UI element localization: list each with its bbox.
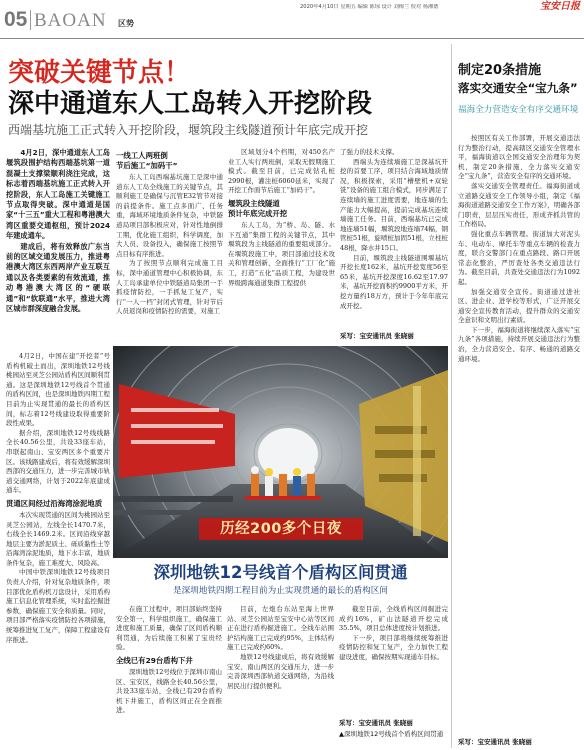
lead-paragraph: 4月2日，深中通道东人工岛堰筑段围护结构西端基坑第一道混凝土支撑梁顺利浇注完成，这标志着西端基坑施工正式转入开挖阶段，东人工岛施工关键施工节点取得突破。深中通道是国家“十三五”重大工程和粤港澳大湾区重要交通枢纽，预计2024年建成通车。 <box>6 148 110 241</box>
lead-credit: 采写：宝安通讯员 张晓丽 <box>340 332 414 340</box>
lead-kicker: 突破关键节点！ <box>8 58 191 88</box>
body-paragraph: 目前，左炮台东站至海上世界站、灵芝公园站至宝安中心站等区间正在进行盾构掘进施工。全线车站围护结构施工已完成约95%，主体结构施工已完成约60%。 <box>227 605 334 652</box>
body-paragraph: 截至目前，全线盾构区间掘进完成约16%，矿山法隧道开挖完成35.5%，项目总体进度按计划推进。 <box>339 605 448 633</box>
body-paragraph: 为了按照节点顺利完成施工目标，深中通道管理中心积极协调，东人工岛承建单位中铁隧道局集团一手抓疫情防控，一手抓复工复产，实行“一人一档”封闭式管理，针对节后人员返岗和疫情防控的需要，对施工 <box>116 259 223 316</box>
metro-subtitle: 是深圳地铁四期工程目前为止实现贯通的最长的盾构区间 <box>173 586 388 596</box>
metro-credit: 采写：宝安通讯员 张晓丽 <box>339 719 413 727</box>
body-paragraph: 强化重点车辆管理。街道加大对泥头车、电动车、摩托车等重点车辆的检查力度，联合交警部门在重点路段、路口开展常态化整治，严厉查处各类交通违法行为。截至目前，共查处交通违法行为1092起。 <box>458 229 580 286</box>
body-paragraph: 下一步，项目部将继续统筹推进疫情防控和复工复产，全力加快工程建设进度，确保按期实现通车目标。 <box>339 633 448 661</box>
metro-photo-note: ▲深圳地铁12号线首个盾构区间贯通 <box>339 730 444 738</box>
photo-caption-band: 历经200多个日夜 <box>199 518 363 540</box>
lead-column-4 <box>340 148 448 330</box>
metro-left-column <box>6 352 110 748</box>
lead-subtitle: 西端基坑施工正式转入开挖阶段，堰筑段主线隧道预计年底完成开挖 <box>8 123 369 137</box>
subhead-line: 堰筑段主线隧道 <box>228 198 280 208</box>
body-paragraph: 地铁12号线建成后，将有效缓解宝安、南山两区的交通压力，进一步完善深圳西部轨道交通网络，为沿线居民出行提供便利。 <box>227 652 334 690</box>
body-paragraph: 在施工过程中，项目部始终坚持安全第一，科学组织施工，确保施工进度和施工质量，确保了区间盾构顺利贯通，为后续施工积累了宝贵经验。 <box>116 605 222 652</box>
metro-bottom-column-2 <box>227 605 334 748</box>
sidebar-credit: 采写：宝安通讯员 张晓丽 <box>458 738 532 746</box>
body-paragraph: 目前，堰筑段主线隧道围堰基坑开挖长度162米，基坑开挖宽度56至65米，基坑开挖深度16.62至17.97米，基坑开挖面积约9900平方米，开挖方量约18万方，预计于今年年底完成开挖。 <box>340 253 448 310</box>
body-paragraph: 加强交通安全宣传。街道通过进社区、进企业、进学校等形式，广泛开展交通安全宣传教育活动，提升群众的交通安全意识和文明出行素质。 <box>458 287 580 325</box>
sidebar-subheading: 福海全力营造安全有序交通环境 <box>458 105 579 115</box>
body-paragraph: 本次实现贯通的区间为桃园站至灵芝公园站，左线全长1470.7米，右线全长1469.2米。区间沿线穿越地层主要为淤泥质土、砾质黏性土等沿海湾涂泥地质，地下水丰富，地质条件复杂，施工难度大、风险高。 <box>6 510 110 567</box>
header-rule <box>0 38 584 39</box>
lead-paragraph: 建成后，将有效释放广东当前的区域交通发展压力，推进粤港澳大湾区东西两岸产业互联互通以及各类要素的有效流通，推动粤港澳大湾区的“硬联通”和“软联通”水平，推进大湾区城市群深度融合发展。 <box>6 241 110 314</box>
body-paragraph: 西端头为连续墙施工是深基坑开挖的首要工序，项目结合海域地质情况，积极探索，采用“槽壁机+双轮铣”设备的施工组合模式，同步满足了连续墙的施工进度需要，地连墙的生产能力大幅提高，提前完成基坑连续墙施工任务。目前，西端基坑已完成地连墙51幅，堰筑段地连墙74幅，钢管桩51根，旋喷桩加固51根，立柱桩48根，降水井15口。 <box>340 157 448 252</box>
section-subhead: 贯通区间经过沿海湾涂泥地质 <box>6 498 103 508</box>
body-paragraph: 东人工岛西端基坑施工是深中通道东人工岛全线施工的关键节点，其顺利施工是确保与沉管E32管节对接的前提条件。施工点多面广、任务重，海域环境地质条件复杂，中铁隧道局项目部积极应对，针对性地倒排工期，优化施工组织，科学调度，加大人员、设备投入，确保施工按照节点目标有序推进。 <box>116 173 223 258</box>
sidebar-divider <box>451 44 452 748</box>
tunnel-photo <box>113 346 448 558</box>
body-paragraph: 中国中铁深圳地铁12号线项目负责人介绍，针对复杂地质条件，项目部优化盾构机刀盘设计，采用盾构施工信息化管理系统，实时监控掘进参数，确保施工安全和质量。同时，项目部严格落实疫情防控各项措施，统筹推进复工复产，保障工程建设有序推进。 <box>6 568 110 644</box>
metro-bottom-column-3 <box>339 605 448 715</box>
body-paragraph: 了强力的技术支撑。 <box>340 148 399 156</box>
issue-meta: 2020年4月10日 星期五 编辑 陈琼 设计 刘梅兰 校对 杨湘德 <box>300 4 439 10</box>
metro-headline: 深圳地铁12号线首个盾构区间贯通 <box>153 563 408 582</box>
lead-intro-column <box>6 148 110 340</box>
lead-headline: 深中通道东人工岛转入开挖阶段 <box>8 89 373 119</box>
sidebar-heading-line-2: 落实交通安全“宝九条” <box>458 81 578 95</box>
body-paragraph: 区域划分4个档期，对450名产业工人实行两班倒，采取无假期施工模式。截至目前，已完成钻孔桩2990根，灌注桩6060延米，实现了开挖工作面节后施工“加码干”。 <box>228 148 335 195</box>
lead-column-2 <box>116 148 223 341</box>
page-number: 05 <box>4 8 28 31</box>
sidebar-body <box>458 134 580 734</box>
body-paragraph: 东人工岛，为“桥、岛、隧、水下互通”集群工程的关键节点，其中堰筑段为主线隧道的重要组成部分。在堰筑段施工中，项目部通过技术攻关和管理创新，全面推行“工厂化”施工，打造“五化”品质工程，为建设世界级跨海通道集群工程提供 <box>228 220 335 287</box>
body-paragraph: 下一步，福海街道将继续深入落实“宝九条”各项措施，持续开展交通违法行为整治，全力营造安全、有序、畅通的道路交通环境。 <box>458 325 580 363</box>
section-name-cn: 区势 <box>118 19 134 28</box>
lead-column-3 <box>228 148 335 341</box>
body-paragraph: 4月2日，中国在建“开挖者”号盾构机破土而出，深圳地铁12号线桃园站至灵芝公园站盾构区间顺利贯通。这是深圳地铁12号线首个贯通的盾构区间，也是深圳地铁四期工程目前为止实现贯通的最长的盾构区间，标志着12号线建设取得重要阶段性成果。 <box>6 352 110 428</box>
metro-bottom-column-1 <box>116 605 222 748</box>
section-subhead <box>116 151 223 171</box>
body-paragraph: 落实交通安全管理责任。福海街道成立道路交通安全工作领导小组，制定《福海街道道路交通安全工作方案》，明确各部门职责，层层压实责任，形成齐抓共管的工作格局。 <box>458 181 580 229</box>
header-divider <box>30 10 31 30</box>
workers-group <box>245 466 321 500</box>
section-subhead <box>228 199 335 219</box>
section-name-en: BAOAN <box>34 10 107 31</box>
newspaper-logo: 宝安日报 <box>540 1 580 12</box>
sidebar-heading-line-1: 制定20条措施 <box>458 63 542 78</box>
subhead-line: 预计年底完成开挖 <box>228 208 288 218</box>
body-paragraph: 据介绍，深圳地铁12号线线路全长40.56公里，共设33座车站，串联起南山、宝安两区多个重要片区。该线路建成后，将有效缓解深圳西部的交通压力，进一步完善城市轨道交通网络，计划于2022年底建成通车。 <box>6 428 110 495</box>
body-paragraph: 深圳地铁12号线位于深圳市南山区、宝安区，线路全长40.56公里，共设33座车站，全线已有29台盾构机下井施工，盾构区间正在全面推进。 <box>116 667 222 715</box>
section-subhead: 全线已有29台盾构下井 <box>116 655 193 665</box>
subhead-line: 节后施工“加码干” <box>116 161 178 170</box>
body-paragraph: 按照区有关工作部署，开展交通违法行为整治行动，提高辖区交通安全管理水平，福海街道以全国交通安全治理年为契机，制定20条措施，全力落实交通安全“宝九条”，营造安全有序的交通环境。 <box>458 134 580 181</box>
subhead-line: 一线工人两班倒 <box>116 151 168 160</box>
